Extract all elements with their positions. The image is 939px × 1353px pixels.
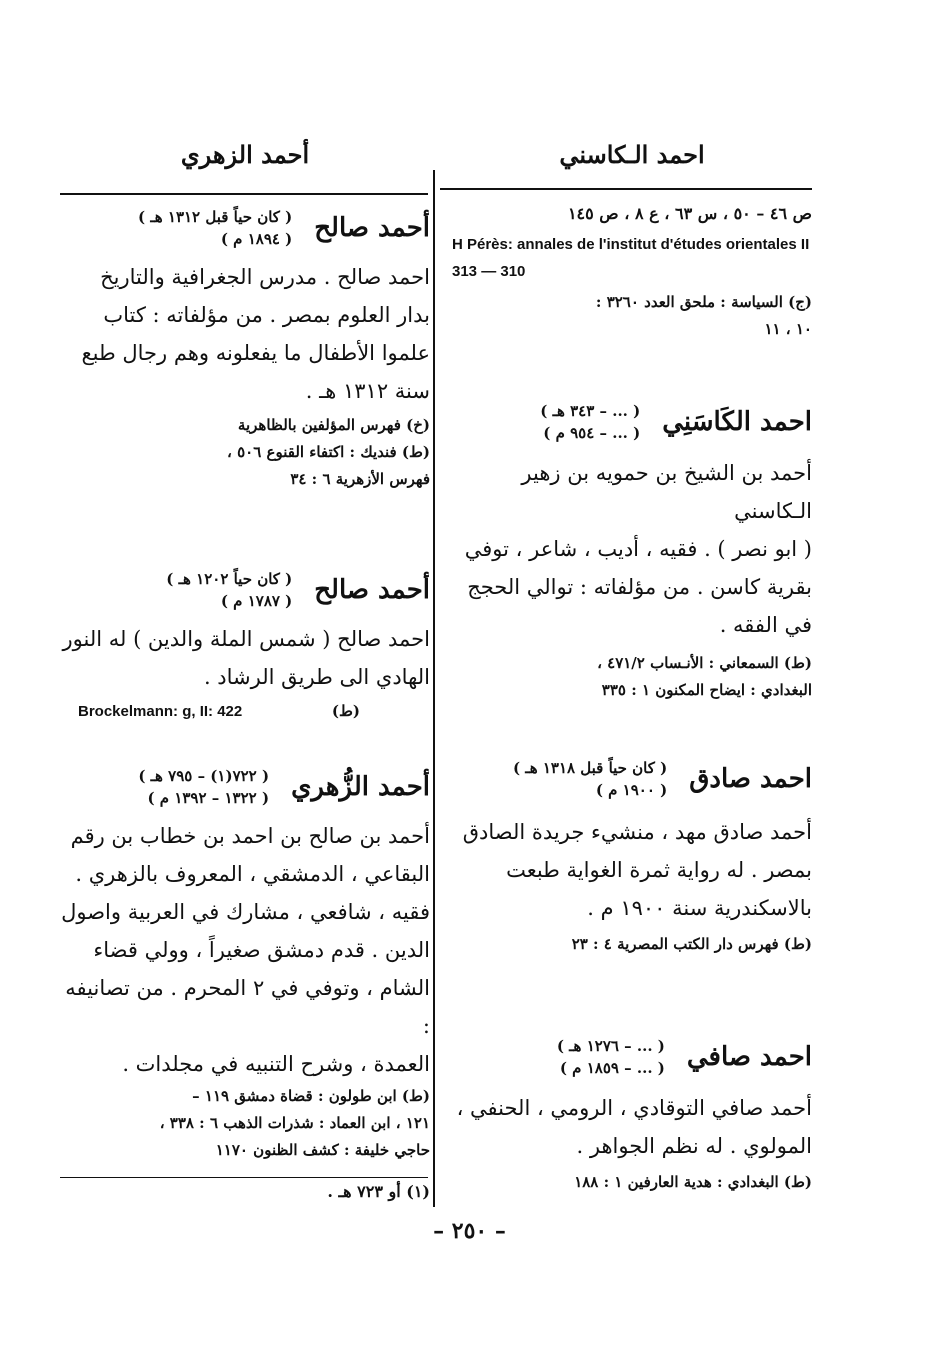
date-hijri: ( كان حياً قبل ١٣١٨ هـ ) [512, 759, 668, 777]
header-rule-right [440, 188, 812, 190]
date-hijri: ( ... – ٣٤٣ هـ ) [540, 402, 641, 420]
date-hijri: ( ٧٢٢(١) – ٧٩٥ هـ ) [138, 767, 270, 785]
body-line: احمد صالح ( شمس الملة والدين ) له النور [62, 627, 430, 651]
page-number: – ٢٥٠ – [433, 1218, 506, 1244]
entry-dates [513, 757, 667, 801]
date-hijri: ( كان حياً قبل ١٣١٢ هـ ) [138, 208, 293, 226]
entry-name: احمد صافي [686, 1042, 812, 1072]
entry-refs [452, 650, 812, 704]
entry-dates [557, 1035, 665, 1079]
entry-dates [138, 206, 292, 250]
entry-sadiq [452, 757, 812, 958]
entry-name: احمد الكَاسَنِي [662, 407, 812, 437]
entry-safi [452, 1035, 812, 1196]
body-line: أحمد صافي التوقادي ، الرومي ، الحنفي ، [456, 1096, 812, 1120]
date-gregorian: ( ١٩٠٠ م ) [595, 781, 668, 799]
body-line: أحمد صادق مهد ، منشيء جريدة الصادق [462, 820, 812, 844]
entry-name: احمد صادق [689, 764, 812, 794]
entry-refs [60, 1083, 430, 1164]
ref-line: (ط) ابن طولون : قضاة دمشق ١١٩ – [192, 1087, 430, 1105]
date-gregorian: ( ١٨٩٤ م ) [220, 230, 293, 248]
body-line: الدين . قدم دمشق صغيراً ، وولي قضاء [93, 938, 430, 962]
entry-heading [60, 765, 430, 809]
date-hijri: ( ... – ١٢٧٦ هـ ) [556, 1037, 665, 1055]
entry-heading [452, 757, 812, 801]
footnote-rule [60, 1177, 428, 1178]
continuation-ref: (ج) السياسة : ملحق العدد ٣٢٦٠ : [595, 293, 812, 311]
body-line: بالاسكندرية سنة ١٩٠٠ م . [587, 896, 812, 920]
entry-heading [452, 1035, 812, 1079]
date-gregorian: ( ١٣٢٢ – ١٣٩٢ م ) [147, 789, 270, 807]
latin-reference: H Pérès: annales de l'institut d'études orientales II 313 — 310 [452, 236, 810, 280]
ref-line: البغدادي : ايضاح المكنون ١ : ٣٣٥ [601, 681, 812, 699]
date-gregorian: ( ... – ١٨٥٩ م ) [559, 1059, 665, 1077]
entry-body [60, 817, 430, 1083]
entry-body [60, 258, 430, 410]
body-line: أحمد بن صالح بن احمد بن خطاب بن رقم [70, 824, 430, 848]
entry-body [452, 1089, 812, 1165]
date-hijri: ( كان حياً ١٢٠٢ هـ ) [166, 570, 293, 588]
ref-line: (خ) فهرس المؤلفين بالظاهرية [237, 416, 430, 434]
ref-line: (ط) البغدادي : هدية العارفين ١ : ١٨٨ [574, 1173, 812, 1191]
entry-refs [452, 1169, 812, 1196]
body-line: المولوي . له نظم الجواهر . [576, 1134, 812, 1158]
ref-mark: (ط) [331, 702, 360, 720]
date-gregorian: ( ... – ٩٥٤ م ) [543, 424, 641, 442]
ref-line: حاجي خليفة : كشف الظنون ١١٧٠ [215, 1141, 430, 1159]
continuation-ref: ١٠ ، ١١ [764, 320, 812, 338]
body-line: احمد صالح . مدرس الجغرافية والتاريخ [100, 265, 430, 289]
running-head-right: احمد الـكاسني [559, 140, 705, 169]
entry-dates [166, 568, 292, 612]
header-rule-left [60, 193, 428, 195]
body-line: بمصر . له رواية ثمرة الغواية طبعت [506, 858, 812, 882]
ref-line: (ط) فهرس دار الكتب المصرية ٤ : ٢٣ [571, 935, 812, 953]
ref-line: فهرس الأزهرية ٦ : ٣٤ [290, 470, 430, 488]
entry-refs [452, 931, 812, 958]
entry-name: أحمد صالح [314, 575, 430, 605]
latin-reference: Brockelmann: g, II: 422 [78, 703, 243, 720]
body-line: الشام ، وتوفي في ٢ المحرم . من تصانيفه : [65, 976, 430, 1038]
body-line: العمدة ، وشرح التنبيه في مجلدات . [122, 1052, 430, 1076]
entry-heading [60, 568, 430, 612]
body-line: الهادي الى طريق الرشاد . [203, 665, 430, 689]
footnote: (١) أو ٧٢٣ هـ . [327, 1182, 430, 1201]
column-divider [433, 170, 435, 1207]
entry-refs [60, 412, 430, 493]
ref-line: ١٢١ ، ابن العماد : شذرات الذهب ٦ : ٣٣٨ ، [159, 1114, 430, 1132]
entry-body [452, 454, 812, 644]
entry-name: أحمد صالح [314, 213, 430, 243]
continuation-line: ص ٤٦ – ٥٠ ، س ٦٣ ، ع ٨ ، ص ١٤٥ [567, 204, 812, 223]
entry-body [452, 813, 812, 927]
entry-heading [60, 206, 430, 250]
body-line: البقاعي ، الدمشقي ، المعروف بالزهري . [75, 862, 430, 886]
running-head-left: أحمد الزهري [180, 140, 310, 169]
entry-name: أحمد الزُّهري [291, 772, 430, 802]
ref-line: (ط) فنديك : اكتفاء القنوع ٥٠٦ ، [227, 443, 430, 461]
latin-ref-row [60, 698, 430, 725]
body-line: ( ابو نصر ) . فقيه ، أديب ، شاعر ، توفي [464, 537, 812, 561]
entry-body [60, 620, 430, 696]
body-line: أحمد بن الشيخ بن حمويه بن زهير الـكاسني [521, 461, 812, 523]
body-line: سنة ١٣١٢ هـ . [305, 379, 430, 403]
body-line: بقرية كاسن . من مؤلفاته : توالي الحجج [467, 575, 812, 599]
continuation-block [452, 200, 812, 343]
entry-dates [138, 765, 269, 809]
entry-salih-2 [60, 568, 430, 725]
body-line: علموا الأطفال ما يفعلونه وهم رجال طبع [81, 341, 430, 365]
entry-kasani [452, 400, 812, 704]
entry-heading [452, 400, 812, 444]
body-line: في الفقه . [719, 613, 812, 637]
date-gregorian: ( ١٧٨٧ م ) [220, 592, 293, 610]
body-line: فقيه ، شافعي ، مشارك في العربية واصول [61, 900, 430, 924]
entry-dates [540, 400, 640, 444]
entry-salih-1 [60, 206, 430, 493]
entry-zuhri [60, 765, 430, 1164]
body-line: بدار العلوم بمصر . من مؤلفاته : كتاب [103, 303, 430, 327]
ref-line: (ط) السمعاني : الأنـساب ٤٧١/٢ ، [597, 654, 812, 672]
